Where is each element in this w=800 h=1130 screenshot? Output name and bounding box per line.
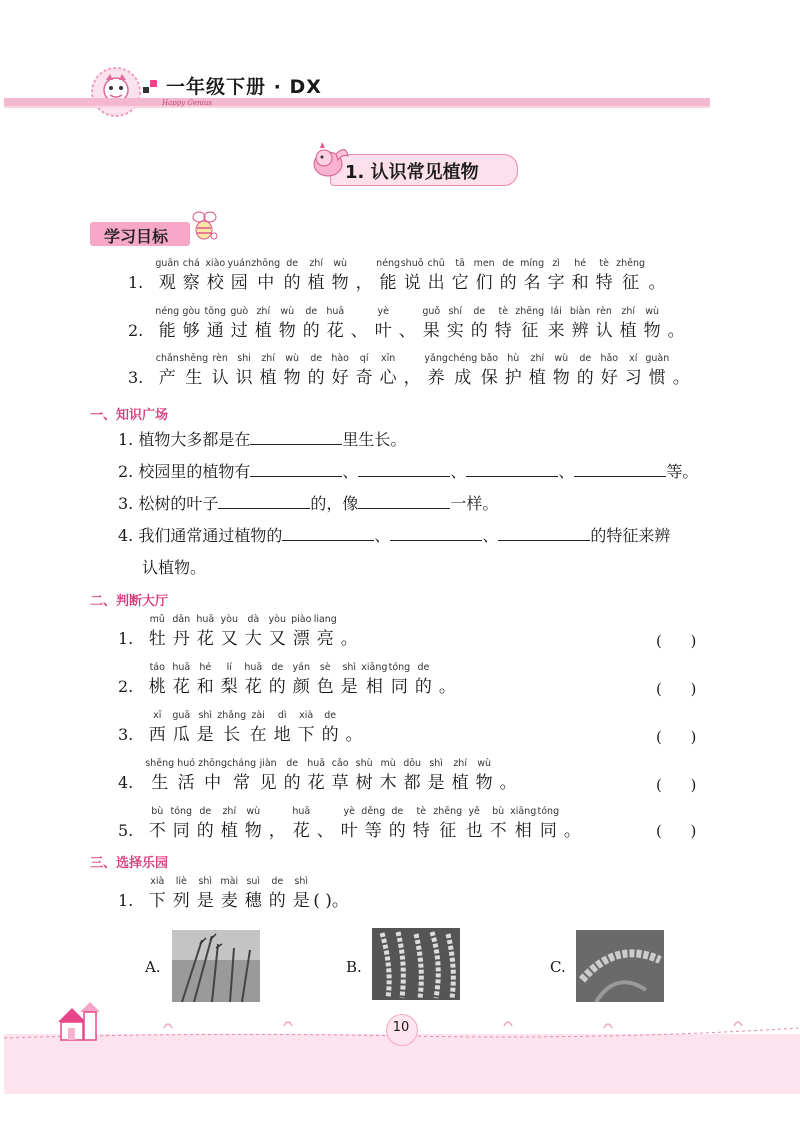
knowledge-q3 bbox=[118, 492, 498, 516]
question-text: 等。 bbox=[666, 462, 699, 481]
hanzi-with-pinyin: tā 它 bbox=[451, 258, 469, 293]
hanzi-with-pinyin: dān 丹 bbox=[172, 614, 191, 649]
answer-blank[interactable] bbox=[498, 524, 590, 541]
hanzi-with-pinyin: zhí 植 bbox=[220, 806, 238, 841]
goals-badge-label: 学习目标 bbox=[104, 227, 169, 246]
hanzi-with-pinyin: tè 特 bbox=[412, 806, 430, 841]
hanzi-with-pinyin: zhōng 中 bbox=[198, 758, 228, 793]
hanzi-with-pinyin: zì 字 bbox=[547, 258, 565, 293]
item-number: 2. bbox=[118, 677, 134, 696]
answer-blank[interactable] bbox=[250, 460, 342, 477]
hanzi-with-pinyin: děng 等 bbox=[361, 806, 386, 841]
hanzi-with-pinyin: zhōng 中 bbox=[251, 258, 281, 293]
hanzi-with-pinyin: de 的 bbox=[388, 806, 406, 841]
hanzi-with-pinyin: wù 物 bbox=[283, 353, 301, 388]
hanzi-with-pinyin: xī 西 bbox=[148, 710, 166, 745]
hanzi-with-pinyin: rèn 认 bbox=[211, 353, 229, 388]
hanzi-with-pinyin: xià 下 bbox=[148, 876, 166, 911]
judge-answer-1[interactable]: ( ) bbox=[656, 632, 697, 650]
hanzi-with-pinyin: zhǎng 长 bbox=[217, 710, 247, 745]
hanzi-with-pinyin: huā 花 bbox=[292, 806, 311, 841]
answer-blank[interactable] bbox=[358, 460, 450, 477]
option-a-label[interactable]: A. bbox=[145, 958, 161, 976]
hanzi-with-pinyin: biàn 辨 bbox=[569, 306, 591, 341]
hanzi-with-pinyin: bù 不 bbox=[489, 806, 507, 841]
hanzi-with-pinyin: huā 花 bbox=[307, 758, 326, 793]
hanzi-with-pinyin: 。 bbox=[340, 629, 358, 649]
answer-blank[interactable] bbox=[282, 524, 374, 541]
question-number: 1. bbox=[118, 430, 134, 449]
hanzi-with-pinyin: de 的 bbox=[268, 662, 286, 697]
house-icon bbox=[50, 998, 106, 1046]
hanzi-with-pinyin: cǎo 草 bbox=[331, 758, 349, 793]
hanzi-with-pinyin: wù 物 bbox=[643, 306, 661, 341]
item-number: 1. bbox=[128, 273, 144, 292]
hanzi-with-pinyin: lái 来 bbox=[547, 306, 565, 341]
hanzi-with-pinyin: zhí 植 bbox=[307, 258, 325, 293]
item-number: 3. bbox=[128, 368, 144, 387]
knowledge-q2 bbox=[118, 460, 698, 484]
hanzi-with-pinyin: táo 桃 bbox=[148, 662, 166, 697]
hanzi-with-pinyin: hù 护 bbox=[504, 353, 522, 388]
question-text: 松树的叶子 bbox=[138, 494, 219, 513]
hanzi-with-pinyin: zhēng 征 bbox=[515, 306, 545, 341]
item-number: 4. bbox=[118, 773, 134, 792]
judge-item-4 bbox=[118, 758, 520, 794]
hanzi-with-pinyin: wù 物 bbox=[278, 306, 296, 341]
question-number: 4. bbox=[118, 526, 134, 545]
hanzi-with-pinyin: wù 物 bbox=[552, 353, 570, 388]
hanzi-with-pinyin: de 的 bbox=[196, 806, 214, 841]
hanzi-with-pinyin: hé 和 bbox=[196, 662, 214, 697]
hanzi-with-pinyin: de 的 bbox=[576, 353, 594, 388]
hanzi-with-pinyin: chá 察 bbox=[182, 258, 200, 293]
hanzi-with-pinyin: yòu 又 bbox=[220, 614, 238, 649]
hanzi-with-pinyin: men 们 bbox=[473, 258, 495, 293]
hanzi-with-pinyin: liè 列 bbox=[172, 876, 190, 911]
hanzi-with-pinyin: tóng 同 bbox=[537, 806, 560, 841]
hanzi-with-pinyin: 。 bbox=[499, 773, 517, 793]
hanzi-with-pinyin: shù 树 bbox=[355, 758, 373, 793]
question-text: 的，像 bbox=[310, 494, 359, 513]
hanzi-with-pinyin: hǎo 好 bbox=[600, 353, 619, 388]
knowledge-q4-continued: 认植物。 bbox=[142, 558, 207, 577]
hanzi-with-pinyin: shēng 生 bbox=[145, 758, 175, 793]
hanzi-with-pinyin: xiāng 相 bbox=[361, 662, 388, 697]
hanzi-with-pinyin: shì 是 bbox=[427, 758, 445, 793]
hanzi-with-pinyin: jiàn 见 bbox=[259, 758, 277, 793]
hanzi-with-pinyin: yán 颜 bbox=[292, 662, 310, 697]
answer-blank[interactable] bbox=[466, 460, 558, 477]
bee-icon bbox=[190, 208, 220, 242]
hanzi-with-pinyin: hào 好 bbox=[331, 353, 349, 388]
knowledge-q1 bbox=[118, 428, 406, 452]
hanzi-with-pinyin: míng 名 bbox=[520, 258, 545, 293]
hanzi-with-pinyin: shì 是 bbox=[340, 662, 358, 697]
hanzi-with-pinyin: mù 木 bbox=[379, 758, 397, 793]
hanzi-with-pinyin: guò 过 bbox=[230, 306, 249, 341]
hanzi-with-pinyin: de 的 bbox=[321, 710, 339, 745]
hanzi-with-pinyin: dōu 都 bbox=[403, 758, 422, 793]
hanzi-with-pinyin: 。 bbox=[563, 821, 581, 841]
hanzi-with-pinyin: mài 麦 bbox=[220, 876, 239, 911]
hanzi-with-pinyin: hé 和 bbox=[571, 258, 589, 293]
item-number: 5. bbox=[118, 821, 134, 840]
judge-answer-5[interactable]: ( ) bbox=[656, 822, 697, 840]
item-number: 1. bbox=[118, 891, 134, 910]
option-c-label[interactable]: C. bbox=[550, 958, 566, 976]
question-number: 3. bbox=[118, 494, 134, 513]
hanzi-with-pinyin: ， bbox=[268, 821, 286, 841]
hanzi-with-pinyin: de 的 bbox=[414, 662, 432, 697]
section-judge-heading: 二、判断大厅 bbox=[90, 594, 169, 609]
hanzi-with-pinyin: zài 在 bbox=[249, 710, 267, 745]
answer-blank[interactable] bbox=[250, 428, 342, 445]
hanzi-with-pinyin: tóng 同 bbox=[170, 806, 193, 841]
item-number: 1. bbox=[118, 629, 134, 648]
hanzi-with-pinyin: xiào 校 bbox=[205, 258, 226, 293]
question-text: 植物大多都是在 bbox=[138, 430, 251, 449]
hanzi-with-pinyin: 。 bbox=[672, 368, 690, 388]
goal-item-3 bbox=[128, 353, 693, 389]
hanzi-with-pinyin: ， bbox=[403, 368, 421, 388]
hanzi-with-pinyin: guān 观 bbox=[155, 258, 180, 293]
hanzi-with-pinyin: zhí 植 bbox=[528, 353, 546, 388]
header-subtitle: Happy Genius bbox=[162, 99, 213, 107]
hanzi-with-pinyin: piào 漂 bbox=[291, 614, 312, 649]
separator: 、 bbox=[450, 462, 467, 481]
hanzi-with-pinyin: liang 亮 bbox=[313, 614, 337, 649]
hanzi-with-pinyin: shuō 说 bbox=[400, 258, 424, 293]
hanzi-with-pinyin: tōng 通 bbox=[204, 306, 227, 341]
hanzi-with-pinyin: shí 实 bbox=[446, 306, 464, 341]
separator: 、 bbox=[342, 462, 359, 481]
hanzi-with-pinyin: chū 出 bbox=[427, 258, 445, 293]
hanzi-with-pinyin: 、 bbox=[398, 321, 416, 341]
hanzi-with-pinyin: zhí 植 bbox=[259, 353, 277, 388]
separator: 、 bbox=[558, 462, 575, 481]
hanzi-with-pinyin: shì 是 bbox=[196, 876, 214, 911]
question-text: 里生长。 bbox=[342, 430, 407, 449]
hanzi-with-pinyin: zhēng 征 bbox=[616, 258, 646, 293]
hanzi-with-pinyin: shi 识 bbox=[235, 353, 253, 388]
hanzi-with-pinyin: yè 叶 bbox=[340, 806, 358, 841]
hanzi-with-pinyin: ( )。 bbox=[313, 891, 349, 911]
judge-item-3 bbox=[118, 710, 366, 746]
question-text: 的特征来辨 bbox=[590, 526, 671, 545]
hanzi-with-pinyin: yè 叶 bbox=[374, 306, 392, 341]
hanzi-with-pinyin: xiāng 相 bbox=[510, 806, 537, 841]
hanzi-with-pinyin: guàn 惯 bbox=[645, 353, 670, 388]
judge-item-2 bbox=[118, 662, 459, 698]
question-text: 校园里的植物有 bbox=[138, 462, 251, 481]
hanzi-with-pinyin: tè 特 bbox=[494, 306, 512, 341]
hanzi-with-pinyin: gòu 够 bbox=[182, 306, 201, 341]
hanzi-with-pinyin: yǎng 养 bbox=[424, 353, 448, 388]
hanzi-with-pinyin: wù 物 bbox=[331, 258, 349, 293]
hanzi-with-pinyin: yòu 又 bbox=[268, 614, 286, 649]
hanzi-with-pinyin: lí 梨 bbox=[220, 662, 238, 697]
hanzi-with-pinyin: de 的 bbox=[283, 758, 301, 793]
hanzi-with-pinyin: suì 穗 bbox=[244, 876, 262, 911]
hanzi-with-pinyin: néng 能 bbox=[155, 306, 180, 341]
hanzi-with-pinyin: rèn 认 bbox=[595, 306, 613, 341]
hanzi-with-pinyin: shēng 生 bbox=[179, 353, 209, 388]
hanzi-with-pinyin: huā 花 bbox=[244, 662, 263, 697]
answer-blank[interactable] bbox=[390, 524, 482, 541]
hanzi-with-pinyin: de 的 bbox=[302, 306, 320, 341]
hanzi-with-pinyin: yuán 园 bbox=[227, 258, 252, 293]
hanzi-with-pinyin: huó 活 bbox=[177, 758, 196, 793]
option-c-grain-photo[interactable] bbox=[576, 930, 664, 1002]
hanzi-with-pinyin: xí 习 bbox=[624, 353, 642, 388]
hanzi-with-pinyin: bǎo 保 bbox=[480, 353, 499, 388]
header-title: 一年级下册 · DX bbox=[166, 76, 322, 98]
hanzi-with-pinyin: zhí 植 bbox=[451, 758, 469, 793]
hanzi-with-pinyin: dì 地 bbox=[273, 710, 291, 745]
hanzi-with-pinyin: tóng 同 bbox=[388, 662, 411, 697]
section-choice-heading: 三、选择乐园 bbox=[90, 856, 169, 871]
header-mark-dark bbox=[143, 87, 149, 93]
hanzi-with-pinyin: guā 瓜 bbox=[172, 710, 191, 745]
hanzi-with-pinyin: mǔ 牡 bbox=[148, 614, 166, 649]
answer-blank[interactable] bbox=[218, 492, 310, 509]
hanzi-with-pinyin: 。 bbox=[648, 273, 666, 293]
section-knowledge-heading: 一、知识广场 bbox=[90, 408, 169, 423]
judge-item-5 bbox=[118, 806, 584, 842]
hanzi-with-pinyin: 、 bbox=[316, 821, 334, 841]
hanzi-with-pinyin: de 的 bbox=[268, 876, 286, 911]
judge-answer-3[interactable]: ( ) bbox=[656, 728, 697, 746]
hanzi-with-pinyin: shì 是 bbox=[292, 876, 310, 911]
question-text: 一样。 bbox=[450, 494, 499, 513]
hanzi-with-pinyin: huā 花 bbox=[172, 662, 191, 697]
hanzi-with-pinyin: de 的 bbox=[499, 258, 517, 293]
header-band-lower bbox=[4, 106, 710, 108]
option-b-rice-photo[interactable] bbox=[372, 928, 460, 1000]
choice-item-1 bbox=[118, 876, 349, 912]
goal-item-1 bbox=[128, 258, 669, 294]
happy-genius-logo bbox=[80, 66, 152, 118]
hanzi-with-pinyin: de 的 bbox=[283, 258, 301, 293]
hanzi-with-pinyin: zhēng 征 bbox=[433, 806, 463, 841]
hanzi-with-pinyin: cháng 常 bbox=[227, 758, 257, 793]
hanzi-with-pinyin: chǎn 产 bbox=[155, 353, 179, 388]
hanzi-with-pinyin: 。 bbox=[345, 725, 363, 745]
separator: 、 bbox=[482, 526, 499, 545]
item-number: 3. bbox=[118, 725, 134, 744]
knowledge-q4 bbox=[118, 524, 670, 548]
hanzi-with-pinyin: dà 大 bbox=[244, 614, 262, 649]
option-a-wheat-photo[interactable] bbox=[172, 930, 260, 1002]
answer-blank[interactable] bbox=[358, 492, 450, 509]
judge-item-1 bbox=[118, 614, 361, 650]
answer-blank[interactable] bbox=[574, 460, 666, 477]
page-number: 10 bbox=[392, 1020, 410, 1035]
hanzi-with-pinyin: tè 特 bbox=[595, 258, 613, 293]
hanzi-with-pinyin: de 的 bbox=[470, 306, 488, 341]
question-number: 2. bbox=[118, 462, 134, 481]
hanzi-with-pinyin: 。 bbox=[667, 321, 685, 341]
hanzi-with-pinyin: huā 花 bbox=[326, 306, 345, 341]
judge-answer-2[interactable]: ( ) bbox=[656, 680, 697, 698]
hanzi-with-pinyin: de 的 bbox=[307, 353, 325, 388]
hanzi-with-pinyin: zhí 植 bbox=[619, 306, 637, 341]
hanzi-with-pinyin: wù 物 bbox=[244, 806, 262, 841]
item-number: 2. bbox=[128, 321, 144, 340]
lesson-title: 1. 认识常见植物 bbox=[345, 162, 479, 183]
hanzi-with-pinyin: 。 bbox=[438, 677, 456, 697]
header-mark-pink bbox=[150, 80, 157, 87]
hanzi-with-pinyin: zhí 植 bbox=[254, 306, 272, 341]
hanzi-with-pinyin: guǒ 果 bbox=[422, 306, 441, 341]
hanzi-with-pinyin: xià 下 bbox=[297, 710, 315, 745]
hanzi-with-pinyin: 、 bbox=[350, 321, 368, 341]
header-band bbox=[4, 98, 710, 106]
option-b-label[interactable]: B. bbox=[346, 958, 362, 976]
hanzi-with-pinyin: chéng 成 bbox=[448, 353, 478, 388]
hanzi-with-pinyin: bù 不 bbox=[148, 806, 166, 841]
hanzi-with-pinyin: shì 是 bbox=[196, 710, 214, 745]
hanzi-with-pinyin: yě 也 bbox=[465, 806, 483, 841]
hanzi-with-pinyin: néng 能 bbox=[376, 258, 401, 293]
separator: 、 bbox=[374, 526, 391, 545]
hanzi-with-pinyin: huā 花 bbox=[196, 614, 215, 649]
hanzi-with-pinyin: ， bbox=[355, 273, 373, 293]
hanzi-with-pinyin: wù 物 bbox=[475, 758, 493, 793]
question-text: 我们通常通过植物的 bbox=[138, 526, 283, 545]
hanzi-with-pinyin: sè 色 bbox=[316, 662, 334, 697]
hanzi-with-pinyin: xīn 心 bbox=[379, 353, 397, 388]
goal-item-2 bbox=[128, 306, 688, 342]
hanzi-with-pinyin: qí 奇 bbox=[355, 353, 373, 388]
judge-answer-4[interactable]: ( ) bbox=[656, 776, 697, 794]
